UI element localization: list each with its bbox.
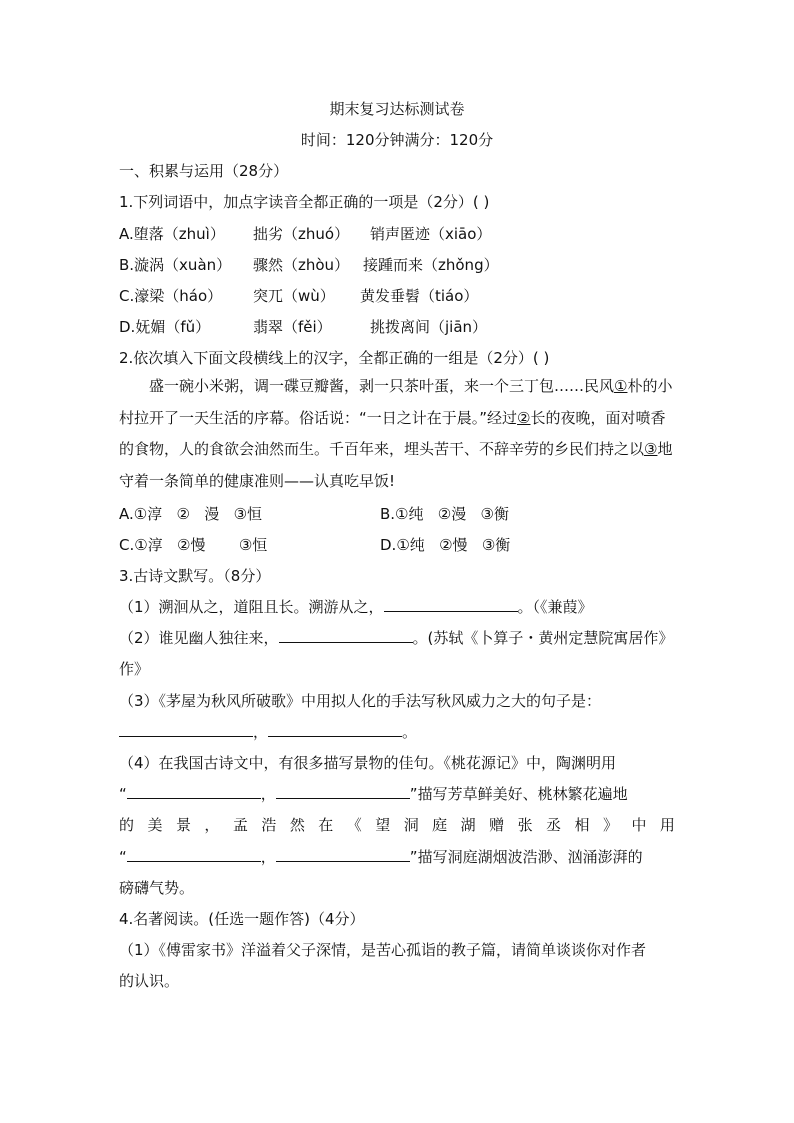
q1-option-d-1: D.妩媚（fǔ） <box>119 318 211 336</box>
char: 的 <box>119 816 135 834</box>
q3-item-2 <box>119 627 673 648</box>
q3-item-2-source: 。(苏轼《卜算子・黄州定慧院寓居作》 <box>412 629 674 647</box>
q1-option-b-2: 骤然（zhòu） <box>253 256 350 274</box>
answer-blank[interactable] <box>268 722 402 737</box>
q3-item-1-text: （1）溯洄从之，道阻且长。溯游从之， <box>119 598 384 616</box>
q2-option-d: D.①纯 ②慢 ③衡 <box>380 536 511 554</box>
char: ， <box>204 816 220 834</box>
char: 赠 <box>489 816 505 834</box>
char: 浩 <box>261 816 277 834</box>
q3-item-4-line3 <box>119 814 675 835</box>
q4-item-1-cont: 的认识。 <box>119 972 180 990</box>
q3-item-4-line5: 磅礴气势。 <box>119 879 195 897</box>
answer-blank[interactable] <box>127 784 261 799</box>
q1-option-c-2: 突兀（wù） <box>253 287 335 305</box>
char: 《 <box>346 816 362 834</box>
char: 洞 <box>403 816 419 834</box>
q3-item-4-desc2: ”描写洞庭湖烟波浩渺、汹涌澎湃的 <box>409 848 643 866</box>
char: 孟 <box>232 816 248 834</box>
char: 在 <box>318 816 334 834</box>
q1-option-a-2: 拙劣（zhuó） <box>253 225 350 243</box>
q2-option-b: B.①纯 ②漫 ③衡 <box>380 505 510 523</box>
q1-stem: 1.下列词语中，加点字读音全都正确的一项是（2分）( ) <box>119 193 490 211</box>
period: 。 <box>402 723 418 741</box>
answer-blank[interactable] <box>119 722 253 737</box>
q3-item-3: （3）《茅屋为秋风所破歌》中用拟人化的手法写秋风威力之大的句子是： <box>119 692 602 710</box>
char: 用 <box>659 816 675 834</box>
answer-blank[interactable] <box>276 847 410 862</box>
quote-mark: “ <box>119 785 127 803</box>
q3-item-3-blanks <box>119 721 417 742</box>
q3-item-2-text: （2）谁见幽人独往来， <box>119 629 279 647</box>
answer-blank[interactable] <box>127 847 261 862</box>
passage-part-2: 朴的小村拉开了一天生活的序幕。俗话说：“一日之计在于晨。”经过 <box>119 377 673 427</box>
q3-item-4-line1: （4）在我国古诗文中，有很多描写景物的佳句。《桃花源记》中，陶渊明用 <box>119 754 617 772</box>
comma: ， <box>253 723 269 741</box>
char: 丞 <box>546 816 562 834</box>
q3-item-4-line2 <box>119 783 628 804</box>
char: 张 <box>517 816 533 834</box>
q1-option-b-3: 接踵而来（zhǒng） <box>363 256 499 274</box>
char: 相 <box>574 816 590 834</box>
blank-mark-1: ① <box>614 377 628 395</box>
q1-option-c-1: C.濠梁（háo） <box>119 287 223 305</box>
q1-option-a-1: A.堕落（zhuì） <box>119 225 225 243</box>
q3-item-2-cont: 作》 <box>119 660 150 678</box>
exam-time-score: 时间：120分钟满分：120分 <box>300 131 494 149</box>
q4-item-1: （1）《傅雷家书》洋溢着父子深情，是苦心孤诣的教子篇，请简单谈谈你对作者 <box>119 941 647 959</box>
q2-option-c: C.①淳 ②慢 ③恒 <box>119 536 268 554</box>
char: 然 <box>289 816 305 834</box>
q2-option-a: A.①淳 ② 漫 ③恒 <box>119 505 263 523</box>
q3-item-1 <box>119 596 593 617</box>
char: 湖 <box>460 816 476 834</box>
q3-item-4-desc1: ”描写芳草鲜美好、桃林繁花遍地 <box>409 785 628 803</box>
quote-mark: “ <box>119 848 127 866</box>
blank-mark-2: ② <box>517 408 531 427</box>
answer-blank[interactable] <box>276 784 410 799</box>
passage-part-4: 地守着一条简单的健康准则——认真吃早饭! <box>119 440 673 490</box>
comma: ， <box>260 785 276 803</box>
char: 》 <box>602 816 618 834</box>
section-heading: 一、积累与运用（28分） <box>119 162 289 180</box>
passage-part-1: 盛一碗小米粥，调一碟豆瓣酱，剥一只茶叶蛋，来一个三丁包……民风 <box>149 377 615 395</box>
q3-item-4-line4 <box>119 846 643 867</box>
answer-blank[interactable] <box>384 597 518 612</box>
q4-stem: 4.名著阅读。(任选一题作答)（4分） <box>119 910 365 928</box>
q1-option-d-2: 翡翠（fěi） <box>253 318 332 336</box>
q2-passage <box>119 371 675 497</box>
comma: ， <box>260 848 276 866</box>
q1-option-a-3: 销声匿迹（xiāo） <box>370 225 492 243</box>
answer-blank[interactable] <box>279 628 413 643</box>
q1-option-d-3: 挑拨离间（jiān） <box>370 318 488 336</box>
blank-mark-3: ③ <box>644 440 658 458</box>
q1-option-b-1: B.漩涡（xuàn） <box>119 256 232 274</box>
char: 景 <box>175 816 191 834</box>
char: 中 <box>631 816 647 834</box>
q1-option-c-3: 黄发垂髫（tiáo） <box>360 287 479 305</box>
exam-title: 期末复习达标测试卷 <box>329 100 465 118</box>
q2-stem: 2.依次填入下面文段横线上的汉字，全都正确的一组是（2分）( ) <box>119 349 550 367</box>
char: 望 <box>375 816 391 834</box>
q3-item-1-source: 。（《兼葭》 <box>517 598 593 616</box>
q3-stem: 3.古诗文默写。（8分） <box>119 567 271 585</box>
char: 美 <box>147 816 163 834</box>
char: 庭 <box>432 816 448 834</box>
passage-part-3: 长的夜晚，面对喷香的食物，人的食欲会油然而生。千百年来，埋头苦干、不辞辛劳的乡民们持之以 <box>119 408 666 458</box>
